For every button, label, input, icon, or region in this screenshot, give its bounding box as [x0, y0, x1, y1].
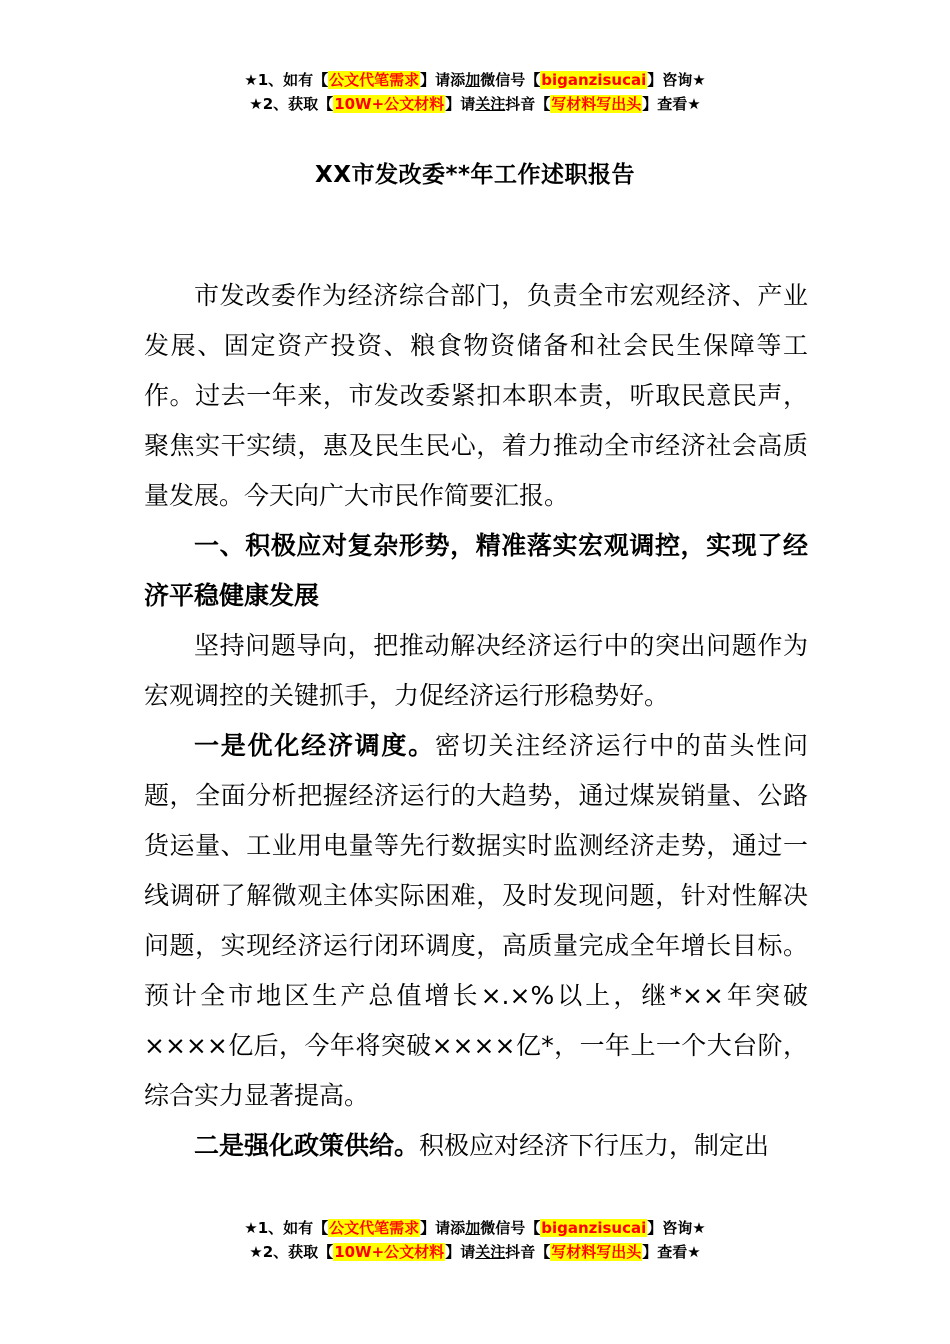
- promo-text: ★1、如有【: [244, 71, 329, 89]
- item-1-lead: 一是优化经济调度。: [194, 731, 435, 760]
- promo-highlight: 公文代笔需求: [329, 1219, 420, 1237]
- promo-text: 】咨询★: [647, 1219, 706, 1237]
- promo-text: 】请添: [420, 71, 466, 89]
- promo-text: 抖音【: [505, 1243, 551, 1261]
- paragraph-item-1: [144, 721, 808, 1121]
- section-heading-1: 一、积极应对复杂形势，精准落实宏观调控，实现了经济平稳健康发展: [144, 531, 808, 610]
- promo-text: 】请添: [420, 1219, 466, 1237]
- header-promo-banner: [0, 68, 950, 116]
- promo-text: 加: [465, 1219, 481, 1237]
- promo-text: 微信号【: [480, 1219, 541, 1237]
- paragraph-item-2: [144, 1121, 808, 1171]
- paragraph-intro: 市发改委作为经济综合部门，负责全市宏观经济、产业发展、固定资产投资、粮食物资储备和社会民生保障等工作。过去一年来，市发改委紧扣本职本责，听取民意民声，聚焦实干实绩，惠及民生民心，着力推动全市经济社会高质量发展。今天向广大市民作简要汇报。: [144, 281, 808, 510]
- promo-text: 微信号【: [480, 71, 541, 89]
- paragraph-section-intro: 坚持问题导向，把推动解决经济运行中的突出问题作为宏观调控的关键抓手，力促经济运行形稳势好。: [144, 631, 808, 710]
- promo-wechat-id: biganzisucai: [541, 1219, 647, 1237]
- promo-text: 】请: [445, 1243, 476, 1261]
- promo-line-1: [0, 1216, 950, 1240]
- promo-text: ★1、如有【: [244, 1219, 329, 1237]
- promo-line-2: [0, 1240, 950, 1264]
- promo-douyin-id: 写材料写出头: [551, 1243, 642, 1261]
- promo-text: ★2、获取【: [249, 1243, 334, 1261]
- item-2-lead: 二是强化政策供给。: [194, 1131, 420, 1160]
- promo-line-2: [0, 92, 950, 116]
- promo-text: ★2、获取【: [249, 95, 334, 113]
- promo-highlight: 10W+公文材料: [334, 95, 445, 113]
- promo-text: 】查看★: [642, 95, 701, 113]
- document-title: XX市发改委**年工作述职报告: [314, 162, 636, 188]
- item-2-body: 积极应对经济下行压力，制定出: [419, 1131, 770, 1160]
- promo-text: 加: [465, 71, 481, 89]
- promo-douyin-id: 写材料写出头: [551, 95, 642, 113]
- promo-line-1: [0, 68, 950, 92]
- promo-text: 】查看★: [642, 1243, 701, 1261]
- promo-wechat-id: biganzisucai: [541, 71, 647, 89]
- item-1-body: 密切关注经济运行中的苗头性问题，全面分析把握经济运行的大趋势，通过煤炭销量、公路货运量、工业用电量等先行数据实时监测经济走势，通过一线调研了解微观主体实际困难，及时发现问题，针对性解决问题，实现经济运行闭环调度，高质量完成全年增长目标。预计全市地区生产总值增长×.×%以上，继*××年突破××××亿后，今年将突破××××亿*，一年上一个大台阶，综合实力显著提高。: [144, 731, 808, 1110]
- promo-text: 】咨询★: [647, 71, 706, 89]
- promo-text: 】请: [445, 95, 476, 113]
- promo-text: 关注: [475, 1243, 506, 1261]
- footer-promo-banner: [0, 1216, 950, 1264]
- promo-text: 关注: [475, 95, 506, 113]
- promo-highlight: 10W+公文材料: [334, 1243, 445, 1261]
- document-body: [144, 271, 808, 1171]
- promo-highlight: 公文代笔需求: [329, 71, 420, 89]
- promo-text: 抖音【: [505, 95, 551, 113]
